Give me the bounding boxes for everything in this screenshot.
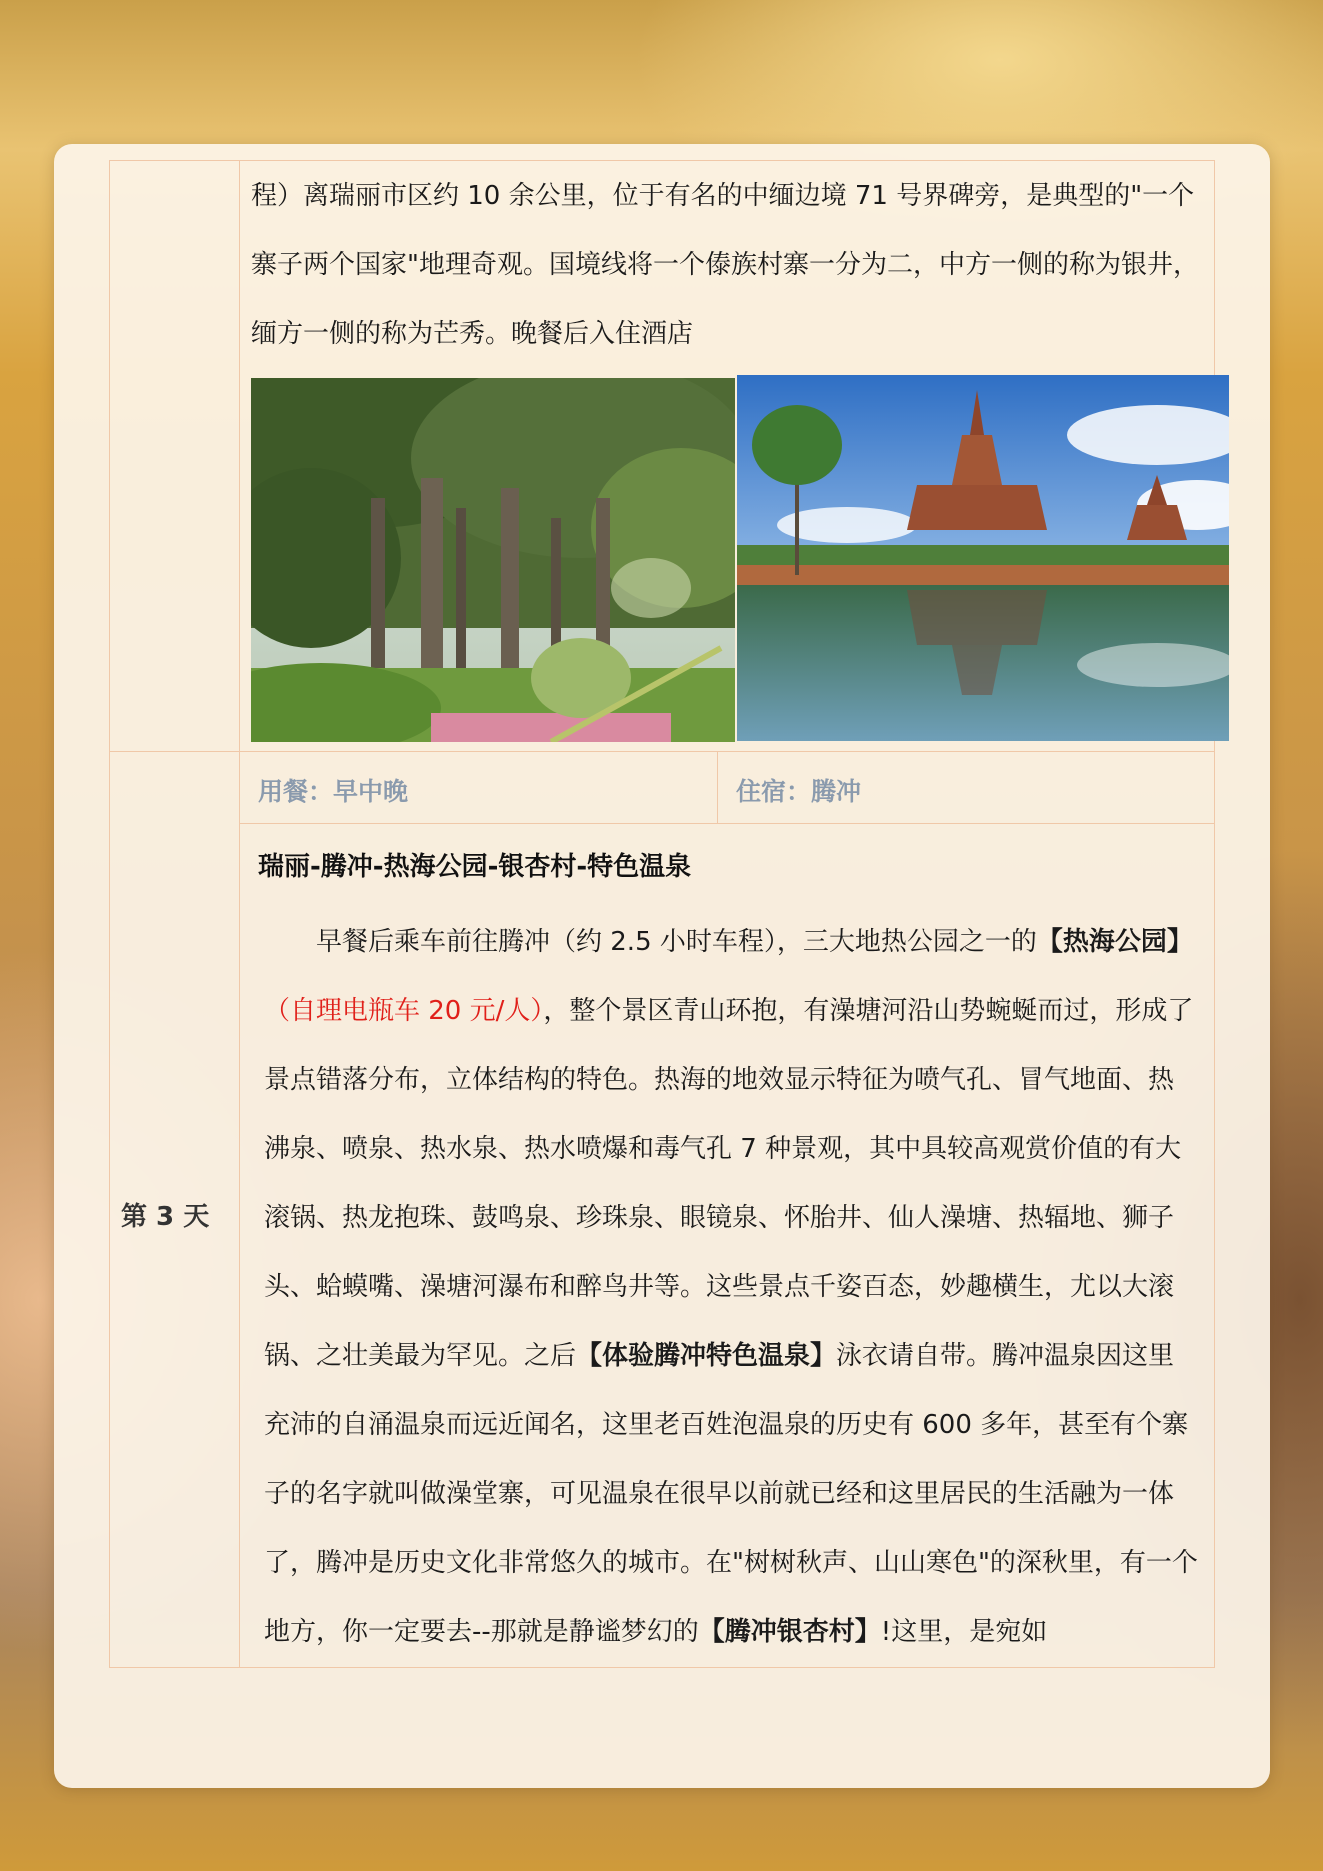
- desc-text-4: !这里，是宛如: [880, 1617, 1048, 1647]
- temple-reflection-photo: [737, 375, 1229, 741]
- desc-text-2: ，整个景区青山环抱，有澡塘河沿山势蜿蜒而过，形成了景点错落分布，立体结构的特色。热海的地效显示特征为喷气孔、冒气地面、热沸泉、喷泉、热水泉、热水喷爆和毒气孔 7 种景观，其中具较高观赏价值的有大滚锅、热龙抱珠、鼓鸣泉、珍珠泉、眼镜泉、怀胎井、仙人澡塘、热辐地、狮子头、蛤蟆嘴、澡塘河瀑布和醉鸟井等。这些景点千姿百态，妙趣横生，尤以大滚锅、之壮美最为罕见。之后: [264, 996, 1194, 1371]
- column-divider-day: [239, 160, 240, 1668]
- desc-text-3: 泳衣请自带。腾冲温泉因这里充沛的自涌温泉而远近闻名，这里老百姓泡温泉的历史有 600 多年，甚至有个寨子的名字就叫做澡堂寨，可见温泉在很早以前就已经和这里居民的生活融为一体了，腾冲是历史文化非常悠久的城市。在"树树秋声、山山寒色"的深秋里，有一个地方，你一定要去--那就是静谧梦幻的: [264, 1341, 1198, 1647]
- day-label: 第 3 天: [121, 1202, 210, 1232]
- column-divider-meals: [717, 751, 718, 823]
- banyan-forest-photo: [251, 378, 735, 742]
- lodging-label: 住宿：腾冲: [736, 777, 862, 806]
- desc-text-1: 早餐后乘车前往腾冲（约 2.5 小时车程），三大地热公园之一的: [316, 927, 1037, 957]
- highlight-ginkgo-village: 【腾冲银杏村】: [698, 1617, 881, 1647]
- day3-description: [264, 908, 1199, 1667]
- highlight-hot-sea-park: 【热海公园】: [1036, 927, 1193, 957]
- row-divider-meals: [239, 823, 1215, 824]
- highlight-hot-spring: 【体验腾冲特色温泉】: [576, 1341, 837, 1371]
- day2-tail-paragraph: 程）离瑞丽市区约 10 余公里，位于有名的中缅边境 71 号界碑旁，是典型的"一个寨子两个国家"地理奇观。国境线将一个傣族村寨一分为二，中方一侧的称为银井，缅方一侧的称为芒秀。晚餐后入住酒店: [251, 181, 1199, 349]
- route-title: 瑞丽-腾冲-热海公园-银杏村-特色温泉: [258, 852, 692, 882]
- optional-fee-note: （自理电瓶车 20 元/人）: [264, 996, 544, 1026]
- row-divider-day3: [109, 751, 1215, 752]
- meals-label: 用餐：早中晚: [258, 777, 409, 806]
